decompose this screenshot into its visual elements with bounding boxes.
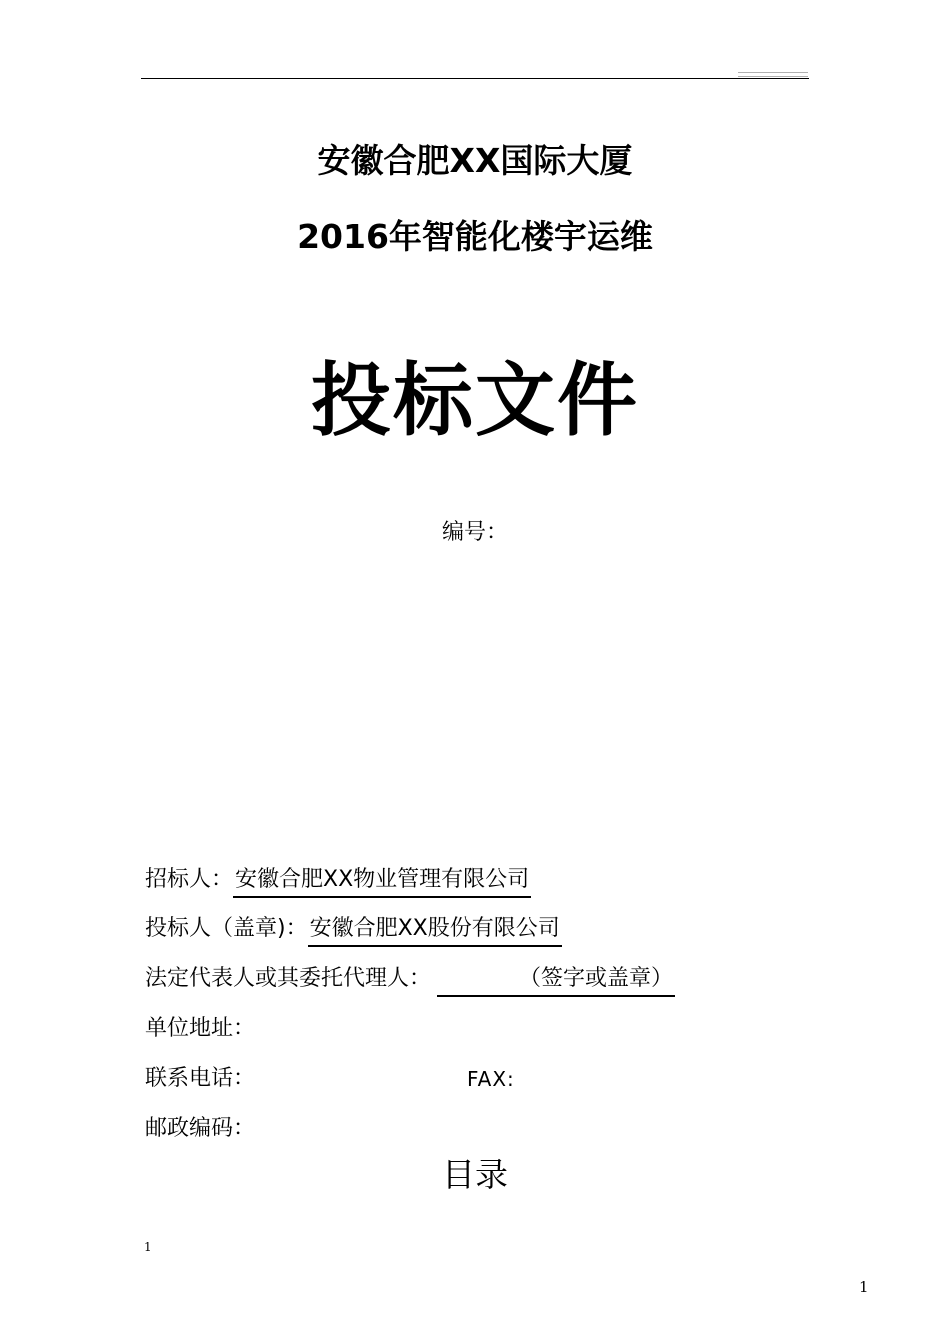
page-number-right: 1 <box>859 1278 869 1296</box>
bidder-row <box>145 913 562 947</box>
postal-code-row <box>145 1113 255 1147</box>
tenderer-label: 招标人： <box>145 867 234 892</box>
header-rule <box>141 78 809 79</box>
address-label: 单位地址： <box>145 1016 256 1041</box>
toc-heading: 目录 <box>442 1155 508 1194</box>
fax-label: FAX: <box>467 1067 515 1091</box>
legal-representative-label: 法定代表人或其委托代理人： <box>145 966 432 991</box>
main-title: 投标文件 <box>311 354 639 447</box>
header-mark <box>738 72 808 77</box>
bidder-value: 安徽合肥XX股份有限公司 <box>308 914 562 947</box>
title-line-1: 安徽合肥XX国际大厦 <box>317 141 633 180</box>
tenderer-value: 安徽合肥XX物业管理有限公司 <box>233 865 531 898</box>
legal-representative-signature: （签字或盖章） <box>437 964 675 997</box>
bidder-label: 投标人（盖章)： <box>145 916 308 941</box>
tenderer-row <box>145 864 531 898</box>
postal-code-label: 邮政编码： <box>145 1116 256 1141</box>
title-line-2: 2016年智能化楼宇运维 <box>297 217 653 256</box>
phone-label: 联系电话： <box>145 1066 256 1091</box>
phone-row <box>145 1063 255 1097</box>
page-number-left: 1 <box>144 1240 152 1254</box>
address-row <box>145 1013 255 1047</box>
document-number-label: 编号： <box>441 520 508 545</box>
legal-representative-row <box>145 963 675 997</box>
